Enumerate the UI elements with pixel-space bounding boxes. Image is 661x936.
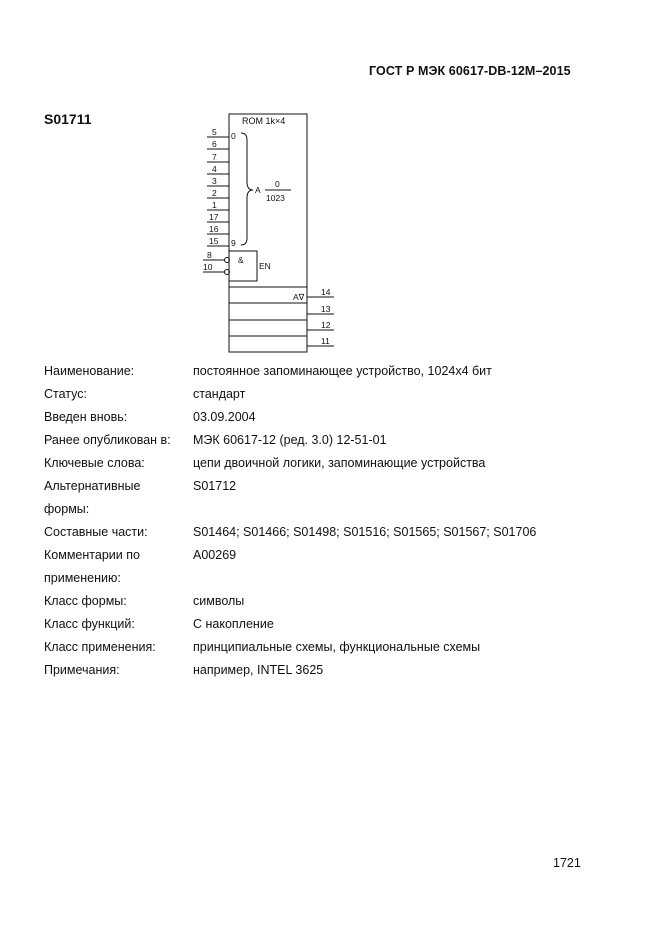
document-header: ГОСТ Р МЭК 60617-DB-12M–2015 xyxy=(369,64,571,78)
property-row xyxy=(44,521,604,544)
control-pin-label: 8 xyxy=(207,250,212,260)
output-pin-label: 11 xyxy=(321,336,330,346)
property-row xyxy=(44,406,604,429)
property-value: цепи двоичной логики, запоминающие устройства xyxy=(193,456,486,470)
property-label: Введен вновь: xyxy=(44,410,128,424)
control-pin-label: 10 xyxy=(203,262,213,272)
address-pin-label: 2 xyxy=(212,188,217,198)
property-row xyxy=(44,360,604,383)
property-row xyxy=(44,475,604,498)
property-row xyxy=(44,544,604,567)
property-value: A00269 xyxy=(193,548,237,562)
property-row xyxy=(44,383,604,406)
property-label: Статус: xyxy=(44,387,87,401)
property-value: МЭК 60617-12 (ред. 3.0) 12-51-01 xyxy=(193,433,387,447)
output-pin-label: 12 xyxy=(321,320,331,330)
address-pin-label: 3 xyxy=(212,176,217,186)
address-brace xyxy=(241,133,253,245)
property-label: Примечания: xyxy=(44,663,120,677)
address-pin-label: 6 xyxy=(212,139,217,149)
property-label: Альтернативные xyxy=(44,479,141,493)
property-value: S01712 xyxy=(193,479,237,493)
property-label: Ранее опубликован в: xyxy=(44,433,171,447)
property-label: Составные части: xyxy=(44,525,148,539)
output-pin-label: 13 xyxy=(321,304,331,314)
property-row xyxy=(44,452,604,475)
property-value: стандарт xyxy=(193,387,246,401)
property-label: Класс формы: xyxy=(44,594,127,608)
property-row xyxy=(44,429,604,452)
address-pin-label: 7 xyxy=(212,152,217,162)
property-value: постоянное запоминающее устройство, 1024x4 бит xyxy=(193,364,492,378)
property-label: Класс функций: xyxy=(44,617,135,631)
property-label: формы: xyxy=(44,502,90,516)
property-label: применению: xyxy=(44,571,121,585)
property-row xyxy=(44,659,604,682)
property-label: Наименование: xyxy=(44,364,135,378)
property-label: Ключевые слова: xyxy=(44,456,145,470)
property-value xyxy=(193,498,604,521)
property-value: 03.09.2004 xyxy=(193,410,256,424)
enable-label: EN xyxy=(259,261,271,271)
property-value xyxy=(193,567,604,590)
property-value: принципиальные схемы, функциональные схемы xyxy=(193,640,481,654)
property-row xyxy=(44,498,604,521)
address-label: A xyxy=(255,185,261,195)
address-pin-label: 4 xyxy=(212,164,217,174)
symbol-code: S01711 xyxy=(44,111,92,127)
address-last-label: 9 xyxy=(231,238,236,248)
rom-symbol-diagram xyxy=(195,110,345,355)
and-qualifier: & xyxy=(238,255,244,265)
properties-list xyxy=(44,360,604,682)
address-pin-label: 16 xyxy=(209,224,219,234)
property-label: Класс применения: xyxy=(44,640,156,654)
output-pin-label: 14 xyxy=(321,287,331,297)
property-label: Комментарии по xyxy=(44,548,140,562)
address-pin-label: 5 xyxy=(212,127,217,137)
address-range-top: 0 xyxy=(275,179,280,189)
property-row xyxy=(44,613,604,636)
property-value: например, INTEL 3625 xyxy=(193,663,324,677)
property-row xyxy=(44,567,604,590)
property-row xyxy=(44,590,604,613)
rom-title: ROM 1k×4 xyxy=(242,116,286,126)
address-pin-label: 1 xyxy=(212,200,217,210)
property-row xyxy=(44,636,604,659)
address-first-label: 0 xyxy=(231,131,236,141)
property-value: символы xyxy=(193,594,245,608)
output-qualifier: A∇ xyxy=(293,292,305,302)
page-number: 1721 xyxy=(553,856,581,870)
property-value: С накопление xyxy=(193,617,274,631)
property-value: S01464; S01466; S01498; S01516; S01565; S01567; S01706 xyxy=(193,525,537,539)
address-pin-label: 17 xyxy=(209,212,219,222)
address-range-bottom: 1023 xyxy=(266,193,285,203)
address-pin-label: 15 xyxy=(209,236,219,246)
